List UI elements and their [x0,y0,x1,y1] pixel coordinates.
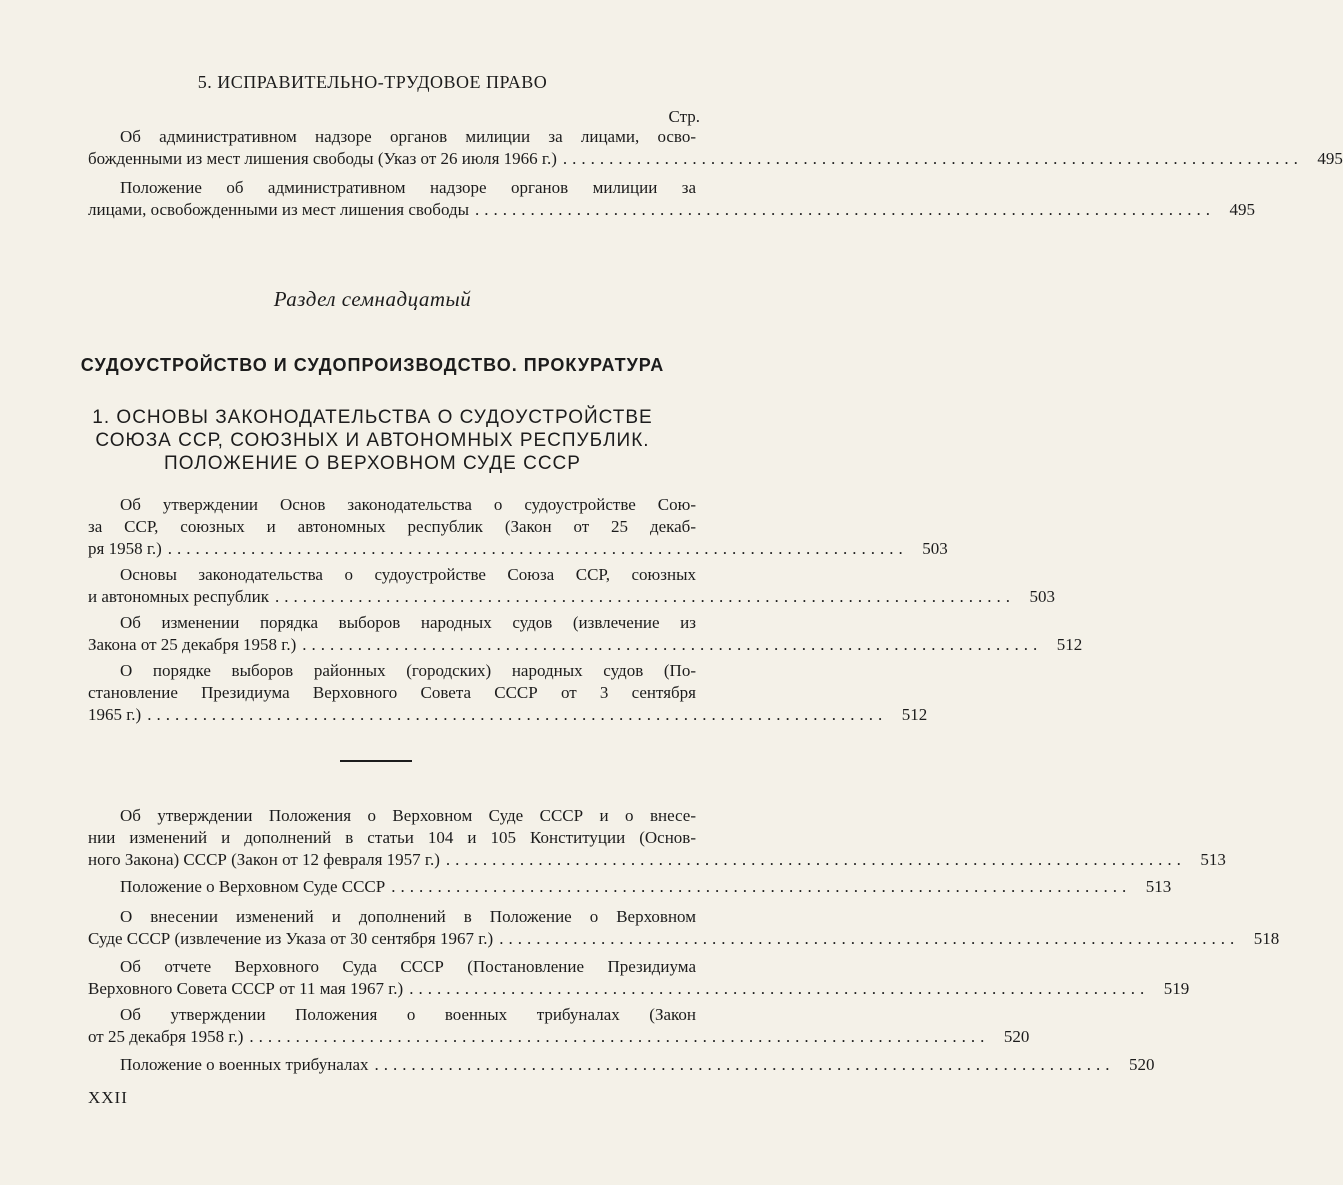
dot-leader: ................................................................................ [147,705,888,724]
dot-leader: ................................................................................ [562,149,1303,168]
toc-entry-line: Основы законодательства о судоустройстве Союза ССР, союзных [120,565,696,584]
dot-leader: ................................................................................ [445,850,1186,869]
toc-page-number: 520 [1129,1055,1155,1074]
toc-entry-last-line [88,978,1190,1000]
toc-entry-last-line [88,199,1256,221]
toc-entry-line: Об изменении порядка выборов народных судов (извлечение из [120,613,696,632]
toc-entry [88,906,1280,950]
toc-entry-line: 1965 г.) [88,705,142,724]
toc-entry-line: Об утверждении Основ законодательства о судоустройстве Сою- [120,495,696,514]
dot-leader: ................................................................................ [499,929,1240,948]
toc-entry-line: становление Президиума Верховного Совета СССР от 3 сентября [88,683,696,702]
toc-entry [88,805,1226,871]
dot-leader: ................................................................................ [274,587,1015,606]
toc-entry-line: Положение об административном надзоре органов милиции за [120,178,696,197]
toc-entry-line: Верховного Совета СССР от 11 мая 1967 г.) [88,979,404,998]
page-folio: XXII [88,1088,128,1107]
toc-entry-line: ного Закона) СССР (Закон от 12 февраля 1957 г.) [88,850,440,869]
toc-entry-line: от 25 декабря 1958 г.) [88,1027,244,1046]
toc-entry [88,876,1172,898]
toc-entry-line: Об утверждении Положения о Верховном Суде СССР и о внесе- [120,806,696,825]
toc-page-number: 495 [1317,149,1343,168]
toc-page-number: 512 [1056,635,1083,654]
toc-page-number: 518 [1253,929,1280,948]
dot-leader: ................................................................................ [249,1027,990,1046]
toc-entry [88,564,1055,608]
toc-entry-last-line [88,876,1172,898]
toc-entry-last-line [88,928,1280,950]
toc-entry-last-line [88,634,1083,656]
toc-page-number: 512 [901,705,928,724]
toc-entry-line: О внесении изменений и дополнений в Положение о Верховном [120,907,696,926]
toc-entry-last-line [88,586,1055,608]
toc-page-number: 513 [1200,850,1226,869]
subsection-title-line: ПОЛОЖЕНИЕ О ВЕРХОВНОМ СУДЕ СССР [164,453,581,474]
toc-entry-line: Положение о Верховном Суде СССР [120,877,386,896]
subsection-title-line: 1. ОСНОВЫ ЗАКОНОДАТЕЛЬСТВА О СУДОУСТРОЙСТВЕ [92,407,653,428]
toc-entry [88,1004,1030,1048]
toc-page-number: 503 [922,539,948,558]
toc-entry [88,612,1083,656]
toc-entry-line: и автономных республик [88,587,269,606]
toc-entry-line: нии изменений и дополнений в статьи 104 и 105 Конституции (Основ- [88,828,696,847]
toc-page-number: 519 [1163,979,1190,998]
section-heading: 5. ИСПРАВИТЕЛЬНО-ТРУДОВОЕ ПРАВО [197,72,548,92]
toc-entry-line: Об отчете Верховного Суда СССР (Постановление Президиума [120,957,696,976]
toc-entry [88,956,1190,1000]
toc-entry-line: божденными из мест лишения свободы (Указ от 26 июля 1966 г.) [88,149,557,168]
dot-leader: ................................................................................ [167,539,908,558]
toc-entry [88,1054,1155,1076]
toc-page-number: 513 [1145,877,1172,896]
toc-entry-line: Положение о военных трибуналах [120,1055,369,1074]
toc-entry-last-line [88,704,928,726]
subsection-title-line: СОЮЗА ССР, СОЮЗНЫХ И АВТОНОМНЫХ РЕСПУБЛИК. [95,430,650,451]
toc-entry [88,660,928,726]
dot-leader: ................................................................................ [374,1055,1115,1074]
toc-page-number: 495 [1229,200,1256,219]
dot-leader: ................................................................................ [302,635,1043,654]
toc-entry-line: Об утверждении Положения о военных трибуналах (Закон [120,1005,696,1024]
toc-entry-line: лицами, освобожденными из мест лишения свободы [88,200,470,219]
toc-page-number: 503 [1029,587,1055,606]
toc-entry-last-line [88,849,1226,871]
toc-entry-last-line [88,148,1343,170]
toc-entry-last-line [88,1026,1030,1048]
dot-leader: ................................................................................ [475,200,1216,219]
toc-page-number: 520 [1003,1027,1030,1046]
toc-entry-last-line [88,538,948,560]
toc-entry-line: за ССР, союзных и автономных республик (Закон от 25 декаб- [88,517,696,536]
part-heading: Раздел семнадцатый [273,287,472,311]
subsection-title [0,406,745,475]
toc-entry [88,494,948,560]
toc-entry-line: Суде СССР (извлечение из Указа от 30 сентября 1967 г.) [88,929,494,948]
toc-entry [88,126,1343,170]
dot-leader: ................................................................................ [391,877,1132,896]
section-divider [340,760,412,762]
toc-entry-line: О порядке выборов районных (городских) народных судов (По- [120,661,696,680]
toc-entry [88,177,1256,221]
toc-entry-last-line [88,1054,1155,1076]
toc-entry-line: Об административном надзоре органов милиции за лицами, осво- [120,127,696,146]
dot-leader: ................................................................................ [409,979,1150,998]
toc-entry-line: Закона от 25 декабря 1958 г.) [88,635,297,654]
toc-entry-line: ря 1958 г.) [88,539,162,558]
chapter-title: СУДОУСТРОЙСТВО И СУДОПРОИЗВОДСТВО. ПРОКУРАТУРА [80,355,665,375]
page-column-label: Стр. [668,107,700,126]
